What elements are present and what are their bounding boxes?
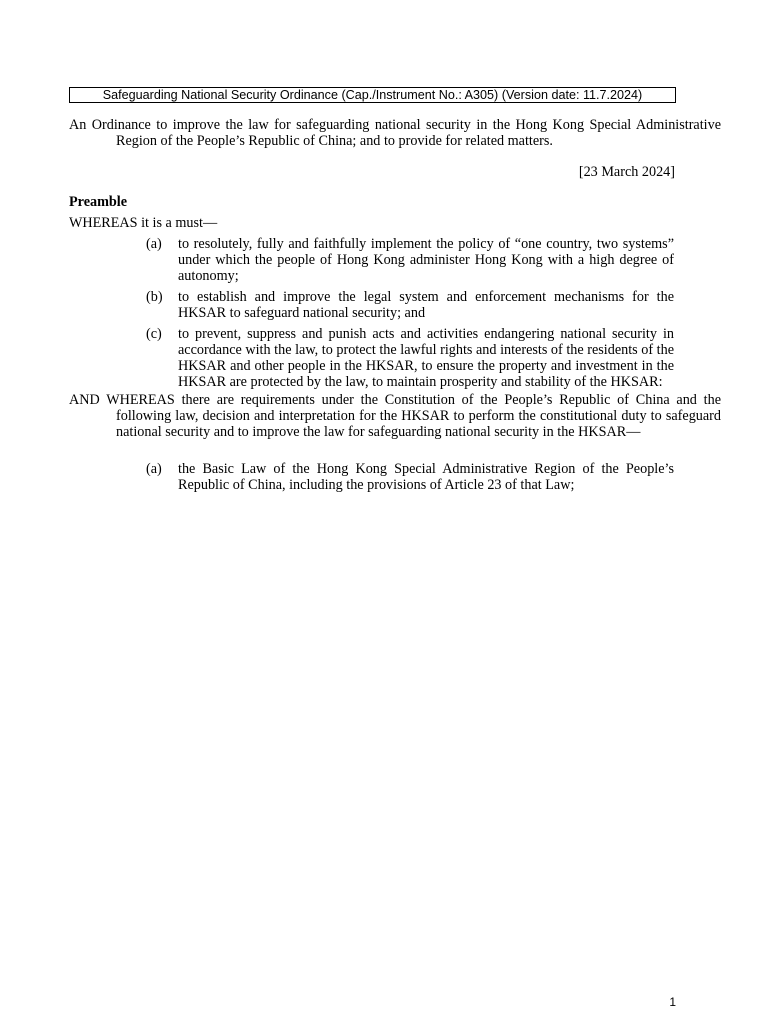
preamble-heading: Preamble: [69, 194, 128, 210]
list-item-marker: (a): [146, 236, 162, 252]
long-title: An Ordinance to improve the law for safeguarding national security in the Hong Kong Special Administrative Region of the People’s Republic of China; and to provide for related matters.: [69, 117, 721, 149]
list-item: [69, 289, 674, 321]
list-item-marker: (b): [146, 289, 163, 305]
list-item-text: the Basic Law of the Hong Kong Special Administrative Region of the People’s Republic of China, including the provisions of Article 23 of that Law;: [178, 461, 674, 493]
list-item: [69, 326, 674, 390]
commencement-date: [23 March 2024]: [578, 164, 675, 180]
whereas-intro: WHEREAS it is a must—: [69, 215, 218, 231]
list-item: [69, 461, 674, 493]
document-header: Safeguarding National Security Ordinance (Cap./Instrument No.: A305) (Version date: 11.7.2024): [69, 87, 676, 103]
whereas-list: [69, 236, 674, 395]
list-item-marker: (c): [146, 326, 162, 342]
and-whereas-clause: AND WHEREAS there are requirements under the Constitution of the People’s Republic of China and the following law, decision and interpretation for the HKSAR to perform the constitutional duty to safeguard national security and to improve the law for safeguarding national security in the HKSAR—: [69, 392, 721, 440]
list-item-text: to establish and improve the legal system and enforcement mechanisms for the HKSAR to safeguard national security; and: [178, 289, 674, 321]
and-whereas-list: [69, 461, 674, 493]
list-item-text: to prevent, suppress and punish acts and activities endangering national security in accordance with the law, to protect the lawful rights and interests of the residents of the HKSAR and other people in the HKSAR, to ensure the property and investment in the HKSAR are protected by the law, to maintain prosperity and stability of the HKSAR:: [178, 326, 674, 390]
page-number: 1: [669, 995, 676, 1009]
list-item-marker: (a): [146, 461, 162, 477]
list-item-text: to resolutely, fully and faithfully implement the policy of “one country, two systems” under which the people of Hong Kong administer Hong Kong with a high degree of autonomy;: [178, 236, 674, 284]
list-item: [69, 236, 674, 284]
